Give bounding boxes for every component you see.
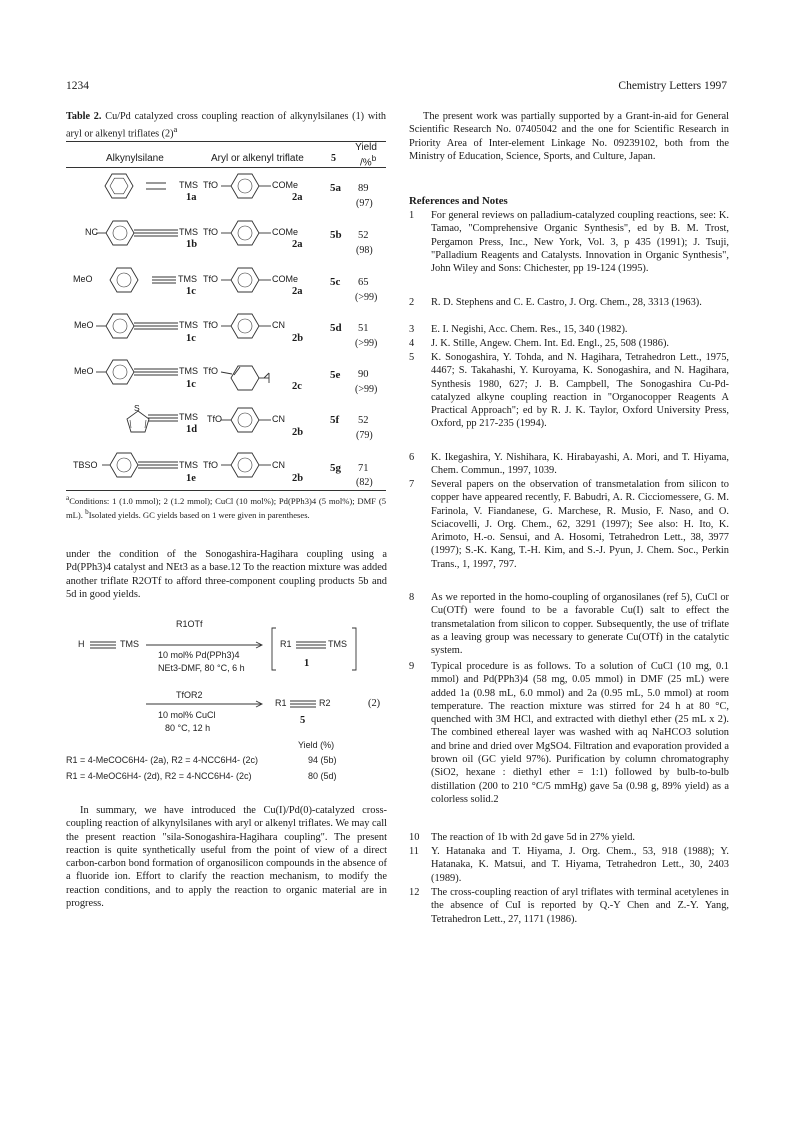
yield-value: 71 — [358, 463, 369, 474]
scheme-reagent-2: TfOR2 — [176, 690, 203, 700]
equation-number: (2) — [368, 698, 381, 709]
aryl-triflate-ring — [231, 268, 259, 292]
scheme-yield-header: Yield (%) — [298, 740, 335, 750]
alkyne-bond — [138, 462, 178, 468]
reference-6: 6 K. Ikegashira, Y. Nishihara, K. Hirabayashi, A. Mori, and T. Hiyama, Chem. Commun., 1997, 1039. — [409, 452, 729, 477]
table-caption — [66, 110, 386, 140]
scheme-intermediate-tms: TMS — [328, 639, 347, 649]
substituent-right: COMe — [272, 274, 299, 284]
triflate-id: 2b — [292, 473, 304, 484]
yield-value: 51 — [358, 323, 369, 334]
tms-label: TMS — [179, 180, 198, 190]
scheme-condition-2a: 10 mol% CuCl — [158, 710, 216, 720]
tms-label: TMS — [179, 227, 198, 237]
yield-value: 89 — [358, 183, 369, 194]
substituent-left: MeO — [73, 274, 93, 284]
triflate-id: 2b — [292, 427, 304, 438]
triflate-id: 2a — [292, 239, 303, 250]
tfo-label: TfO — [203, 320, 218, 330]
substituent-right: CN — [272, 460, 285, 470]
triflate-id: 2c — [292, 381, 302, 392]
silane-id: 1c — [186, 379, 196, 390]
reference-2: 2 R. D. Stephens and C. E. Castro, J. Org. Chem., 28, 3313 (1963). — [409, 297, 702, 308]
acknowledgement: The present work was partially supported by a Grant-in-aid for General Scientific Research No. 07405042 and the one for Scientific Research in Priority Area of Inter-element Linkage No. 09239102, both from the Ministry of Education, Science, Sports, and Culture, Japan. — [409, 111, 729, 162]
aryl-triflate-ring — [231, 453, 259, 477]
alkyne-bond — [148, 415, 178, 421]
tfo-label: TfO — [203, 227, 218, 237]
journal-name: Chemistry Letters 1997 — [618, 80, 727, 92]
reference-11: 11 Y. Hatanaka and T. Hiyama, J. Org. Chem., 53, 918 (1988); Y. Hatanaka, K. Matsui, and T. Hiyama, Tetrahedron Lett., 30, 2403 (1989). — [409, 846, 729, 884]
silane-id: 1c — [186, 333, 196, 344]
triflate-id: 2a — [292, 192, 303, 203]
reference-1: 1 For general reviews on palladium-catalyzed coupling reactions, see: K. Tamao, "Comprehensive Organic Synthesis", ed by B. M. Trost, Pergamon Press, Inc., New York, Vol. 3, p 435 (1991); J. Tsuji, "Palladium Reagents and Catalysts. Innovation in Organic Synthesis", John Wiley and Sons: Chichester, pp 19-124 (1995). — [409, 210, 729, 275]
benzene-ring — [106, 314, 134, 338]
substituent-left: MeO — [74, 320, 94, 330]
silane-id: 1d — [186, 424, 198, 435]
scheme-product-id: 5 — [300, 715, 306, 726]
tfo-label: TfO — [203, 180, 218, 190]
product-id: 5e — [330, 369, 341, 381]
reference-9: 9 Typical procedure is as follows. To a solution of CuCl (10 mg, 0.1 mmol) and Pd(PPh3)4 (58 mg, 0.05 mmol) in DMF (25 mL) were added 1a (0.98 mL, 6.0 mmol) and 2a (0.95 mL, 5.0 mmol) at room temperature. The reaction mixture was stirred for 24 h at 80 °C, quenched with 3M HCl, and extracted with diethyl ether (25 mL x 2). The combined ethereal layer was washed with aq NaHCO3 solution and brine and dried over MgSO4. Filtration and evaporation provided a brown oil (GC yield 97%). Purification by column chromatography (SiO2, hexane : diethyl ether = 1:1) followed by bulb-to-bulb distillation (200 to 210 °C/5 mmHg) gave 5a (0.98 g, 89% yield) as a colorless solid.2 — [409, 661, 729, 805]
yield-value: 52 — [358, 415, 369, 426]
page-number: 1234 — [66, 80, 89, 92]
alkyne-bond — [152, 277, 176, 283]
gc-yield: (>99) — [355, 384, 378, 395]
tms-label: TMS — [179, 460, 198, 470]
gc-yield: (79) — [356, 430, 373, 441]
substituent-right: CN — [272, 320, 285, 330]
gc-yield: (>99) — [355, 292, 378, 303]
reference-7: 7 Several papers on the observation of transmetalation from silicon to copper have appeared recently, F. Babudri, A. R. Cicciomessere, G. M. Farinola, V. Fiandanese, G. Marchese, R. Musio, F. Naso, and O. Sciacovelli, J. Org. Chem., 62, 3291 (1997); See also: H. Ito, K. Arimoto, H.-o. Sensui, and A. Hosomi, Tetrahedron Lett., 38, 3977 (1997); S.-K. Kang, T.-H. Kim, and S.-J. Pyun, J. Chem. Soc., Perkin Trans., 1, 1997, 797. — [409, 479, 729, 570]
scheme-hydrogen: H — [78, 639, 85, 649]
benzene-ring — [105, 174, 133, 198]
scheme-intermediate-id: 1 — [304, 658, 310, 669]
alkyne-bond — [134, 323, 178, 329]
aryl-triflate-ring — [231, 408, 259, 432]
col-product: 5 — [331, 153, 336, 164]
silane-id: 1a — [186, 192, 197, 203]
silane-id: 1e — [186, 473, 196, 484]
product-id: 5g — [330, 462, 341, 474]
substituent-left: MeO — [74, 366, 94, 376]
body-paragraph-1: under the condition of the Sonogashira-Hagihara coupling using a Pd(PPh3)4 catalyst and NEt3 as a base.12 To the reaction mixture was added another triflate R2OTf to afford three-component coupling products 5b and 5d in good yields. — [66, 549, 387, 600]
reference-8: 8 As we reported in the homo-coupling of organosilanes (ref 5), CuCl or Cu(OTf) were found to be a favorable Cu(I) salt to effect the transmetalation from silicon to copper. Subsequently, the use of triflate as a leaving group was necessary to generate Cu(OTf) in the catalytic system. — [409, 592, 729, 657]
benzene-ring — [110, 268, 138, 292]
aryl-triflate-ring — [231, 174, 259, 198]
substituent-right: CN — [272, 414, 285, 424]
table-caption-footnote-mark: a — [173, 124, 178, 134]
col-yield-unit: /%$^b$ — [360, 153, 377, 169]
alkyne-bond — [134, 230, 178, 236]
scheme-yield-line-1: 94 (5b) — [308, 755, 337, 765]
thiophene-sulfur: S — [134, 403, 140, 413]
thiophene-ring — [127, 411, 149, 432]
col-triflate: Aryl or alkenyl triflate — [211, 153, 304, 164]
body-paragraph-2: In summary, we have introduced the Cu(I)/Pd(0)-catalyzed cross-coupling reaction of alkynylsilanes with aryl or alkenyl triflates. We may call the present reaction "sila-Sonogashira-Hagihara coupling". The present reaction is quite synthetically useful from the point of view of a direct carbon-carbon bond formation of organosilicon compounds in the absence of a fluoride ion. Effort to clarify the reaction mechanism, to modify the reaction conditions, and to apply the reaction to organic material are in progress. — [66, 805, 387, 910]
product-id: 5b — [330, 229, 342, 241]
cyclohexenyl-triflate — [231, 366, 269, 390]
alkyne-bond — [146, 183, 166, 189]
product-id: 5f — [330, 414, 340, 426]
reference-3: 3 E. I. Negishi, Acc. Chem. Res., 15, 340 (1982). — [409, 324, 628, 335]
tms-label: TMS — [179, 412, 198, 422]
benzene-ring — [106, 221, 134, 245]
references-title: References and Notes — [409, 195, 508, 207]
table-caption-text: Cu/Pd catalyzed cross coupling reaction of alkynylsilanes (1) with aryl or alkenyl triflates (2) — [66, 111, 386, 140]
product-id: 5d — [330, 322, 342, 334]
substituent-left: NC — [85, 227, 98, 237]
yield-value: 52 — [358, 230, 369, 241]
substituent-right: COMe — [272, 180, 299, 190]
col-alkynylsilane: Alkynylsilane — [106, 153, 164, 164]
yield-value: 65 — [358, 277, 369, 288]
tfo-label: TfO — [203, 274, 218, 284]
product-id: 5c — [330, 276, 341, 288]
triflate-id: 2a — [292, 286, 303, 297]
silane-id: 1b — [186, 239, 198, 250]
scheme-condition-2b: 80 °C, 12 h — [165, 723, 211, 733]
gc-yield: (>99) — [355, 338, 378, 349]
reference-4: 4 J. K. Stille, Angew. Chem. Int. Ed. Engl., 25, 508 (1986). — [409, 338, 670, 349]
reference-12: 12 The cross-coupling reaction of aryl triflates with terminal acetylenes in the absence of CuI is reported by Q.-Y Chen and Z.-Y. Yang, Tetrahedron Lett., 27, 1171 (1986). — [409, 887, 729, 925]
table-footnote: $^a$Conditions: 1 (1.0 mmol); 2 (1.2 mmol); CuCl (10 mol%); Pd(PPh3)4 (5 mol%); DMF (5 mL). $^b$Isolated yields. GC yields based on 1 were given in parentheses. — [66, 494, 386, 520]
substituent-left: TBSO — [73, 460, 98, 470]
gc-yield: (97) — [356, 198, 373, 209]
tms-label: TMS — [179, 320, 198, 330]
aryl-triflate-ring — [231, 314, 259, 338]
benzene-ring — [110, 453, 138, 477]
table-top-rule — [66, 141, 386, 142]
silane-id: 1c — [186, 286, 196, 297]
triflate-id: 2b — [292, 333, 304, 344]
reference-10: 10 The reaction of 1b with 2d gave 5d in 27% yield. — [409, 832, 636, 843]
tms-label: TMS — [178, 274, 197, 284]
alkyne-bond — [134, 369, 178, 375]
scheme-product-r1: R1 — [275, 698, 287, 708]
tms-label: TMS — [179, 366, 198, 376]
scheme-condition-line-1: R1 = 4-MeCOC6H4- (2a), R2 = 4-NCC6H4- (2c) — [66, 755, 259, 765]
yield-value: 90 — [358, 369, 369, 380]
scheme-condition-1b: NEt3-DMF, 80 °C, 6 h — [158, 663, 245, 673]
tfo-label: TfO — [203, 460, 218, 470]
scheme-yield-line-2: 80 (5d) — [308, 771, 337, 781]
gc-yield: (98) — [356, 245, 373, 256]
benzene-ring — [106, 360, 134, 384]
scheme-condition-line-2: R1 = 4-MeOC6H4- (2d), R2 = 4-NCC6H4- (2c) — [66, 771, 252, 781]
product-id: 5a — [330, 182, 341, 194]
scheme-product-r2: R2 — [319, 698, 331, 708]
substituent-right: COMe — [272, 227, 299, 237]
tfo-label: TfO — [207, 414, 222, 424]
tfo-label: TfO — [203, 366, 218, 376]
table-bottom-rule — [66, 490, 386, 491]
scheme-condition-1a: 10 mol% Pd(PPh3)4 — [158, 650, 240, 660]
gc-yield: (82) — [356, 477, 373, 488]
yield-header: Yield — [355, 142, 377, 153]
table-label: Table 2. — [66, 111, 102, 122]
aryl-triflate-ring — [231, 221, 259, 245]
scheme-start-tms: TMS — [120, 639, 139, 649]
scheme-intermediate-r1: R1 — [280, 639, 292, 649]
reference-5: 5 K. Sonogashira, Y. Tohda, and N. Hagihara, Tetrahedron Lett., 1975, 4467; S. Takahashi, Y. Kuroyama, K. Sonogashira, and N. Hagihara, Synthesis 1980, 627; J. B. Campbell, The Sonogashira Cu-Pd-catalyzed alkyne coupling reaction in "Organocopper Reagents A Practical Approach"; ed by R. J. K. Taylor, Oxford University Press, Oxford, pp 217-235 (1994). — [409, 352, 729, 430]
scheme-reagent-1: R1OTf — [176, 619, 203, 629]
